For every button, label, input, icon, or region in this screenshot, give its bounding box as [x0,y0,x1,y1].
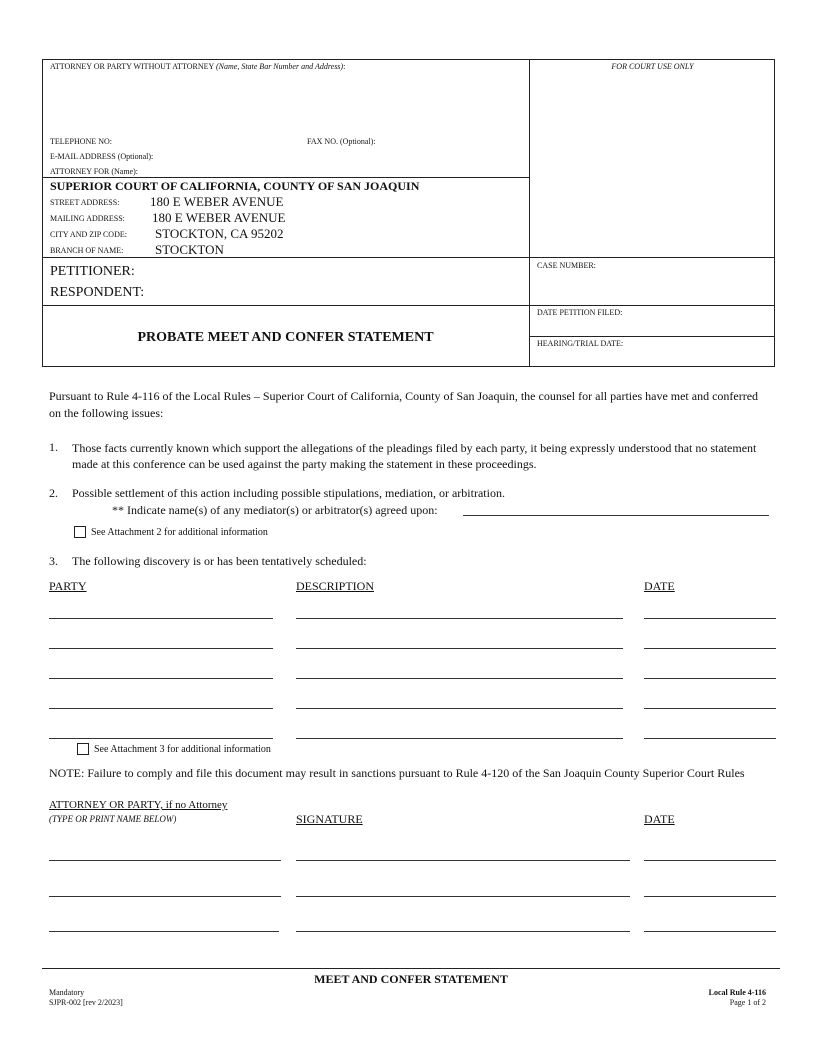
date-filed-label: DATE PETITION FILED: [537,308,623,317]
signature-line[interactable] [296,931,630,932]
attachment-2-checkbox[interactable] [74,526,86,538]
item-1-text: Those facts currently known which support the allegations of the pleadings filed by each party, it being expressly understood that no statement made at this conference can be used against the party making the statement in these proceedings. [72,441,757,471]
court-section-top-line [42,177,530,178]
attachment-3-checkbox[interactable] [77,743,89,755]
parties-field[interactable] [160,262,520,302]
description-column-header: DESCRIPTION [296,579,375,593]
court-use-area[interactable] [533,75,771,253]
caption-divider [529,59,530,367]
item-2-number: 2. [49,486,58,500]
signature-line[interactable] [296,896,630,897]
signature-name-line[interactable] [49,860,281,861]
attorney-for-label: ATTORNEY FOR (Name): [50,167,138,176]
court-name: SUPERIOR COURT OF CALIFORNIA, COUNTY OF SAN JOAQUIN [50,179,420,193]
court-use-label: FOR COURT USE ONLY [611,62,694,71]
discovery-party-line[interactable] [49,618,273,619]
form-title: PROBATE MEET AND CONFER STATEMENT [137,330,434,345]
footer-page-number: Page 1 of 2 [729,998,766,1007]
branch-label: BRANCH OF NAME: [50,246,124,255]
signature-name-line[interactable] [49,931,279,932]
note-text: NOTE: Failure to comply and file this document may result in sanctions pursuant to Rule 4-120 of the San Joaquin County Superior Court Rules [49,766,745,780]
attachment-2-label: See Attachment 2 for additional information [91,527,268,538]
signature-line[interactable] [296,860,630,861]
city-zip-value: STOCKTON, CA 95202 [155,226,284,241]
signature-date-column-header: DATE [644,812,675,826]
parties-top-line [42,257,775,258]
discovery-description-line[interactable] [296,678,623,679]
case-number-label: CASE NUMBER: [537,261,596,270]
discovery-description-line[interactable] [296,618,623,619]
item-1-number: 1. [49,440,58,454]
mediator-prompt: ** Indicate name(s) of any mediator(s) or arbitrator(s) agreed upon: [112,503,438,517]
attorney-label: ATTORNEY OR PARTY WITHOUT ATTORNEY (Name, State Bar Number and Address): [50,62,346,71]
signature-column-header: SIGNATURE [296,812,363,826]
mailing-address-label: MAILING ADDRESS: [50,214,125,223]
respondent-label: RESPONDENT: [50,285,145,300]
hearing-top-line [530,336,775,337]
signature-name-line[interactable] [49,896,281,897]
discovery-date-line[interactable] [644,648,776,649]
discovery-date-line[interactable] [644,708,776,709]
branch-value: STOCKTON [155,242,224,257]
footer-title: MEET AND CONFER STATEMENT [314,972,508,986]
case-number-field[interactable] [533,272,771,302]
email-label: E-MAIL ADDRESS (Optional): [50,152,154,161]
street-address-value: 180 E WEBER AVENUE [150,194,284,209]
title-top-line [42,305,775,306]
date-column-header: DATE [644,579,675,593]
item-3-number: 3. [49,554,58,568]
intro-paragraph: Pursuant to Rule 4-116 of the Local Rules – Superior Court of California, County of San Joaquin, the counsel for all parties have met and conferred on the following issues: [49,389,759,420]
discovery-date-line[interactable] [644,738,776,739]
petitioner-label: PETITIONER: [50,264,135,279]
signature-attorney-header: ATTORNEY OR PARTY, if no Attorney [49,799,228,811]
footer-form-id: SJPR-002 [rev 2/2023] [49,998,123,1007]
discovery-party-line[interactable] [49,678,273,679]
discovery-description-line[interactable] [296,648,623,649]
telephone-label: TELEPHONE NO: [50,137,112,146]
discovery-party-line[interactable] [49,738,273,739]
signature-date-line[interactable] [644,931,776,932]
signature-date-line[interactable] [644,860,776,861]
attachment-3-label: See Attachment 3 for additional information [94,744,271,755]
mailing-address-value: 180 E WEBER AVENUE [152,210,286,225]
street-address-label: STREET ADDRESS: [50,198,120,207]
discovery-date-line[interactable] [644,618,776,619]
signature-type-hint: (TYPE OR PRINT NAME BELOW) [49,814,177,824]
discovery-description-line[interactable] [296,738,623,739]
discovery-description-line[interactable] [296,708,623,709]
signature-date-line[interactable] [644,896,776,897]
item-2-text: Possible settlement of this action including possible stipulations, mediation, or arbitration. [72,486,505,500]
city-zip-label: CITY AND ZIP CODE: [50,230,127,239]
hearing-date-field[interactable] [533,350,771,365]
party-column-header: PARTY [49,579,87,593]
date-filed-field[interactable] [533,319,771,334]
discovery-date-line[interactable] [644,678,776,679]
footer-rule-number: Local Rule 4-116 [708,988,766,997]
discovery-party-line[interactable] [49,648,273,649]
mediator-input-line[interactable] [463,515,769,516]
item-3-text: The following discovery is or has been tentatively scheduled: [72,554,367,568]
footer-mandatory: Mandatory [49,988,85,997]
attorney-info-field[interactable] [46,75,526,130]
footer-rule [42,968,780,969]
hearing-date-label: HEARING/TRIAL DATE: [537,339,624,348]
fax-label: FAX NO. (Optional): [307,137,376,146]
discovery-party-line[interactable] [49,708,273,709]
